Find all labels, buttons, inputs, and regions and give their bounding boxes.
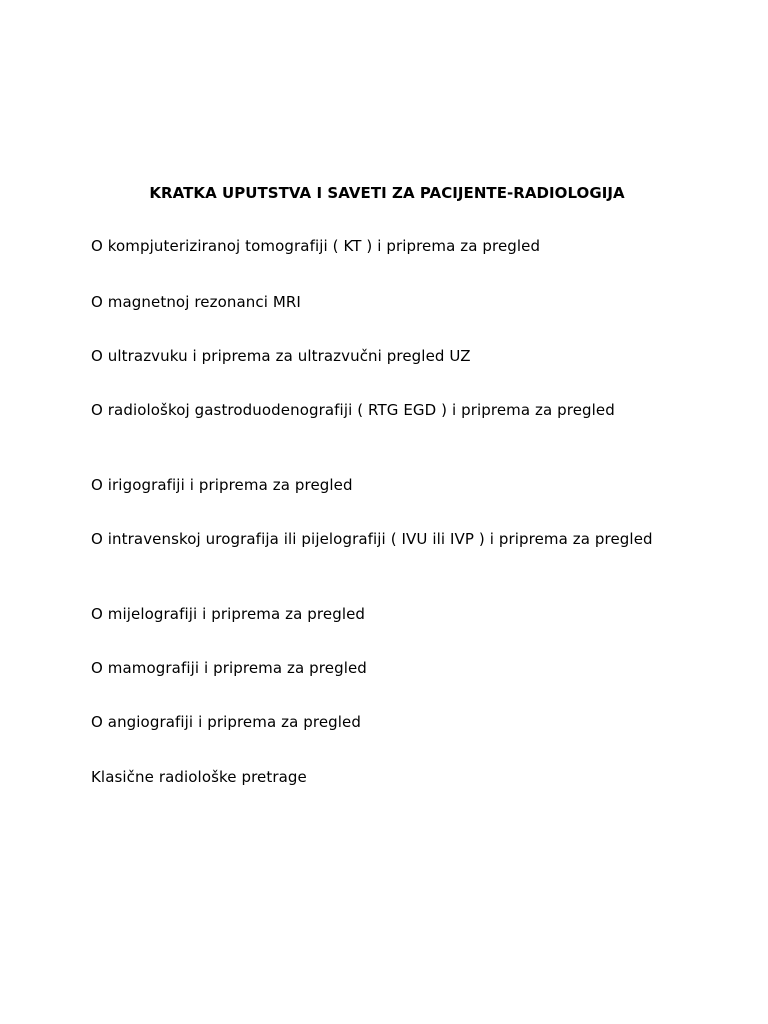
list-item: O angiografiji i priprema za pregled: [91, 713, 361, 731]
list-item: O ultrazvuku i priprema za ultrazvučni pregled UZ: [91, 347, 471, 365]
list-item: O intravenskoj urografija ili pijelografiji ( IVU ili IVP ) i priprema za pregled: [91, 530, 653, 548]
list-item: O mijelografiji i priprema za pregled: [91, 605, 366, 623]
list-item: O radiološkoj gastroduodenografiji ( RTG EGD ) i priprema za pregled: [91, 401, 615, 419]
document-title: KRATKA UPUTSTVA I SAVETI ZA PACIJENTE-RADIOLOGIJA: [149, 184, 625, 202]
list-item: Klasične radiološke pretrage: [91, 768, 307, 786]
list-item: O kompjuteriziranoj tomografiji ( KT ) i priprema za pregled: [91, 237, 541, 255]
list-item: O irigografiji i priprema za pregled: [91, 476, 353, 494]
list-item: O magnetnoj rezonanci MRI: [91, 293, 301, 311]
list-item: O mamografiji i priprema za pregled: [91, 659, 367, 677]
